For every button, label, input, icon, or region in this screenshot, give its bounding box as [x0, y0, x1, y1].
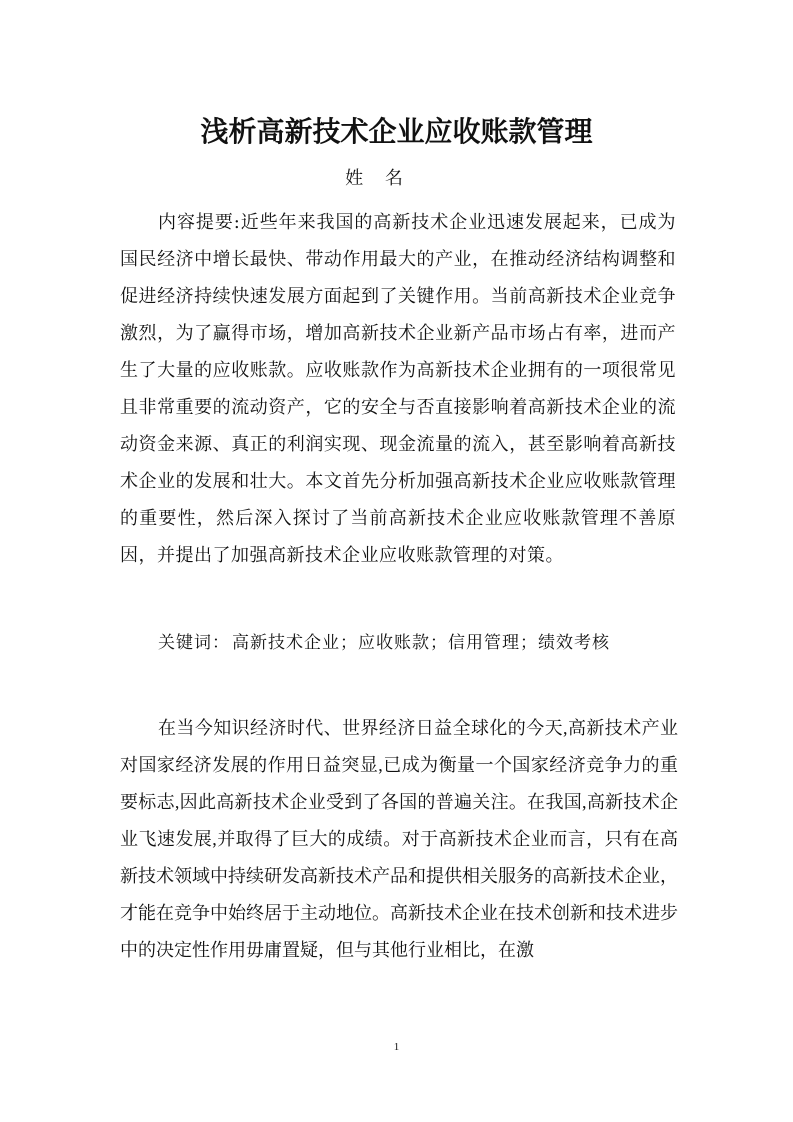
abstract-label: 内容提要: [158, 212, 241, 233]
abstract-paragraph [120, 204, 676, 574]
keywords-label: 关键词： [158, 633, 230, 653]
page-number: 1 [393, 1041, 400, 1053]
author-name: 姓 名 [345, 168, 411, 189]
keywords-text: 高新技术企业；应收账款；信用管理；绩效考核 [232, 633, 610, 653]
abstract-text: 近些年来我国的高新技术企业迅速发展起来，已成为国民经济中增长最快、带动作用最大的产业，在推动经济结构调整和促进经济持续快速发展方面起到了关键作用。当前高新技术企业竞争激烈，为了赢得市场，增加高新技术企业新产品市场占有率，进而产生了大量的应收账款。应收账款作为高新技术企业拥有的一项很常见且非常重要的流动资产，它的安全与否直接影响着高新技术企业的流动资金来源、真正的利润实现、现金流量的流入，甚至影响着高新技术企业的发展和壮大。本文首先分析加强高新技术企业应收账款管理的重要性，然后深入探讨了当前高新技术企业应收账款管理不善原因，并提出了加强高新技术企业应收账款管理的对策。 [120, 212, 676, 566]
body-paragraph: 在当今知识经济时代、世界经济日益全球化的今天,高新技术产业对国家经济发展的作用日益突显,已成为衡量一个国家经济竞争力的重要标志,因此高新技术企业受到了各国的普遍关注。在我国,高新技术企业飞速发展,并取得了巨大的成绩。对于高新技术企业而言，只有在高新技术领域中持续研发高新技术产品和提供相关服务的高新技术企业，才能在竞争中始终居于主动地位。高新技术企业在技术创新和技术进步中的决定性作用毋庸置疑，但与其他行业相比，在激 [120, 718, 678, 960]
keywords-line [158, 628, 678, 658]
document-title: 浅析高新技术企业应收账款管理 [200, 115, 593, 148]
